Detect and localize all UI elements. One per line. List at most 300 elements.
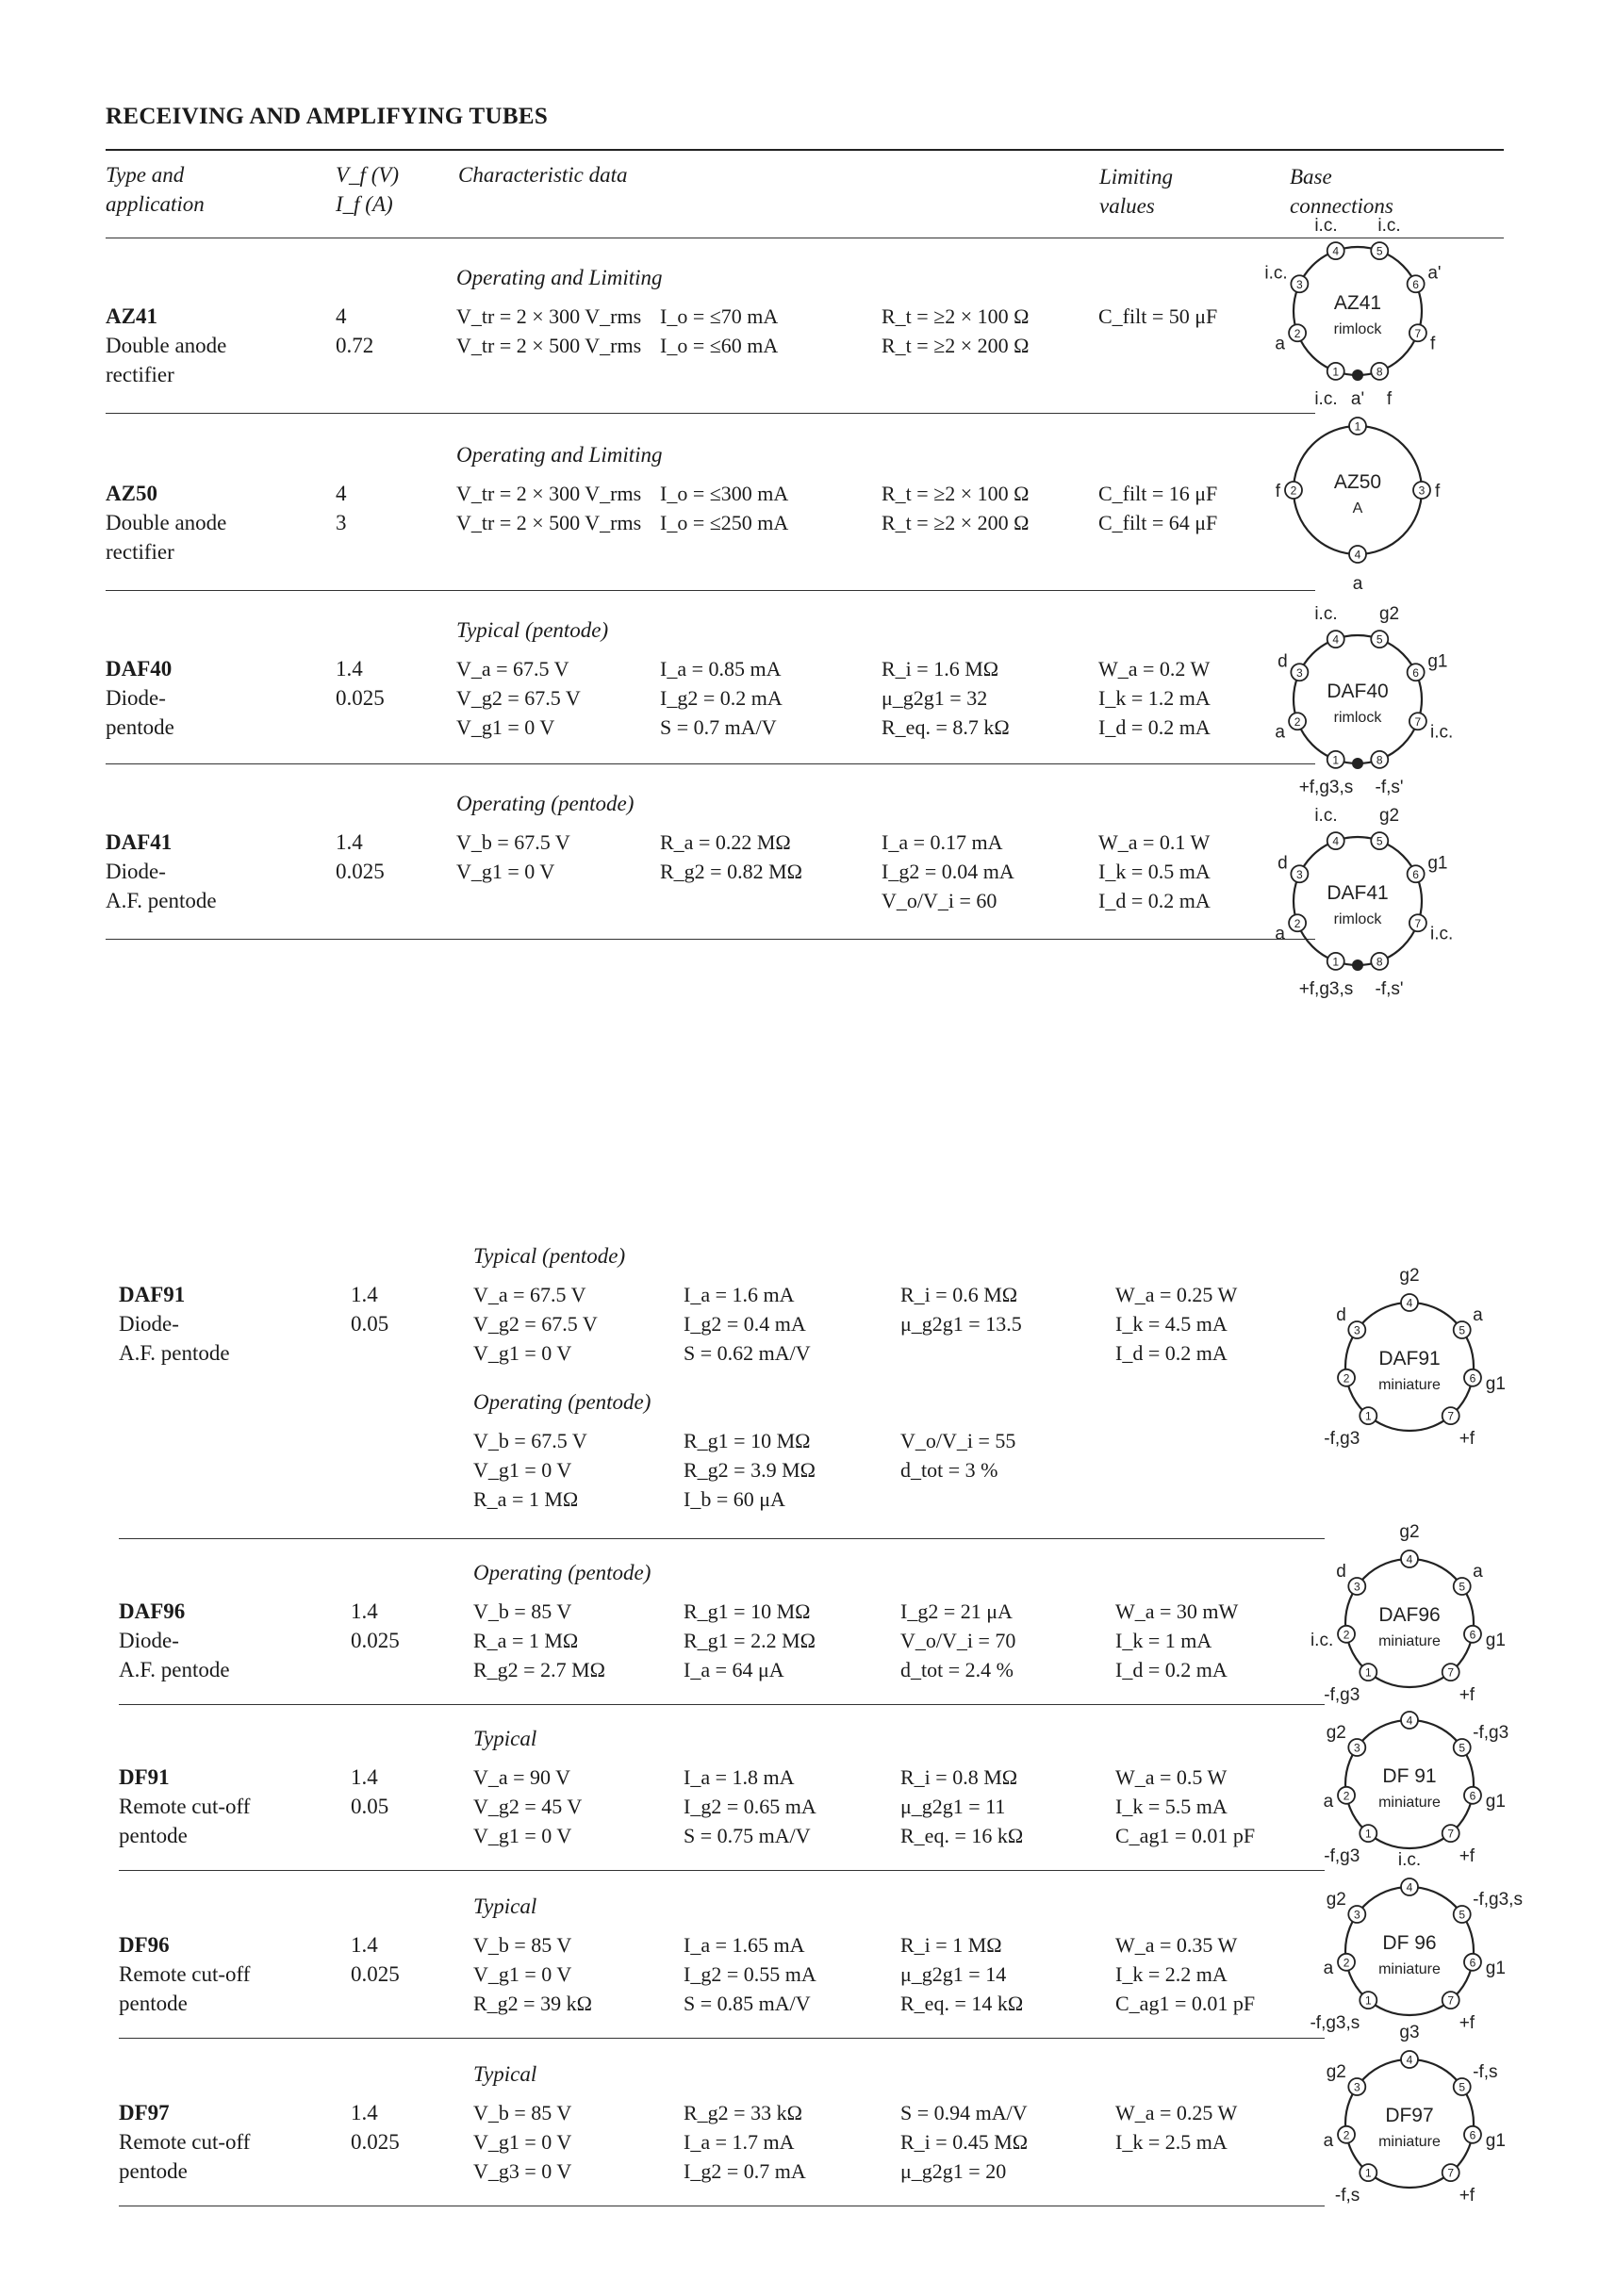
data-value: I_d = 0.2 mA [1115,1658,1228,1681]
data-value: V_g1 = 0 V [473,1458,572,1482]
data-value: R_g2 = 0.82 MΩ [660,860,802,883]
data-value: S = 0.7 mA/V [660,715,777,739]
data-value: R_i = 1 MΩ [900,1933,1002,1957]
data-value: I_g2 = 0.04 mA [882,860,1014,883]
data-column [660,828,802,886]
data-value: C_ag1 = 0.01 pF [1115,1992,1256,2015]
pin-label: i.c. [1264,263,1288,284]
pin-number: 6 [1469,1789,1476,1803]
base-tube-name: DAF40 [1327,681,1389,702]
pin-label: a [1323,1959,1334,1979]
data-value: I_a = 1.65 mA [684,1933,805,1957]
pin-label: +f [1459,2186,1475,2206]
pin-label: g2 [1378,603,1400,624]
pin-number: 7 [1447,2166,1455,2180]
tube-application: Double anode [106,334,227,357]
pin-number: 7 [1447,1665,1455,1680]
pin-number: 4 [1406,1552,1413,1566]
section-label: Operating (pentode) [473,1390,651,1414]
pin-number: 6 [1469,1956,1476,1970]
pin-number: 3 [1353,1741,1360,1755]
tube-application: pentode [106,715,174,739]
pin-label: d [1278,651,1288,672]
pin-label: +f [1459,2013,1475,2034]
data-value: V_g3 = 0 V [473,2159,572,2183]
pin-label: g1 [1485,2131,1506,2152]
pin-number: 1 [1364,1827,1372,1841]
pin-7 [1409,914,1453,943]
data-column [1115,2098,1237,2157]
tube-application: pentode [119,2159,188,2183]
pin-label: +f [1459,1846,1475,1867]
pin-label: f [1430,334,1436,354]
data-value: R_g1 = 10 MΩ [684,1429,811,1452]
data-value: V_g1 = 0 V [473,1962,572,1986]
section-label: Operating and Limiting [456,266,663,289]
pin-number: 1 [1364,2166,1372,2180]
data-value: V_tr = 2 × 300 V_rms [456,482,642,505]
pin-number: 7 [1414,714,1422,729]
data-value: μ_g2g1 = 32 [882,686,988,710]
data-value: W_a = 30 mW [1115,1599,1239,1623]
data-value: I_k = 1.2 mA [1098,686,1211,710]
data-value: R_t = ≥2 × 100 Ω [882,482,1030,505]
pin-label: i.c. [1397,1850,1422,1870]
pin-label: i.c. [1314,215,1338,236]
pin-label: i.c. [1314,805,1338,826]
pin-7 [1409,713,1453,742]
data-value: V_g1 = 0 V [473,2130,572,2154]
section-label: Typical (pentode) [473,1244,626,1268]
data-column [882,828,1014,915]
pin-label: g2 [1326,1722,1346,1743]
data-value: S = 0.85 mA/V [684,1992,811,2015]
data-value: I_o = ≤300 mA [660,482,789,505]
pin-2 [1275,324,1306,353]
pin-number: 3 [1296,867,1303,881]
header-base-line2: connections [1290,194,1393,218]
data-value: V_tr = 2 × 500 V_rms [456,334,642,357]
data-value: I_k = 0.5 mA [1098,860,1211,883]
pin-5 [1454,1562,1483,1595]
pin-number: 4 [1354,548,1361,562]
data-value: μ_g2g1 = 20 [900,2159,1007,2183]
pin-label: f [1386,389,1393,410]
data-value: V_g1 = 0 V [473,1341,572,1365]
row-divider [106,939,1315,940]
data-value: I_k = 2.5 mA [1115,2130,1228,2154]
header-vf [336,160,399,219]
pin-label: d [1278,853,1288,874]
data-column [684,1426,816,1514]
pin-2 [1338,1369,1355,1386]
tube-application: Remote cut-off [119,1962,251,1986]
data-value: I_a = 64 μA [684,1658,784,1681]
tube-application: A.F. pentode [106,889,217,912]
pin-6 [1408,854,1448,883]
data-value: R_i = 0.8 MΩ [900,1765,1018,1789]
pin-4 [1399,1266,1419,1311]
data-column [684,1280,811,1368]
pin-6 [1464,1369,1506,1394]
data-value: V_o/V_i = 60 [882,889,997,912]
pin-5 [1454,1723,1508,1756]
data-column [1098,302,1217,331]
base-tube-name: DF97 [1385,2105,1434,2126]
pin-4 [1314,806,1343,849]
tube-application: A.F. pentode [119,1658,230,1681]
data-value: R_g1 = 10 MΩ [684,1599,811,1623]
pin-label: i.c. [1314,389,1338,410]
pin-number: 1 [1332,955,1340,969]
pin-label: a [1323,2131,1334,2152]
pin-label: -f,g3,s [1310,2013,1360,2034]
data-value: V_g2 = 45 V [473,1795,583,1818]
data-value: I_k = 1 mA [1115,1629,1212,1652]
data-column [684,1597,816,1684]
filament-current: 0.72 [336,334,374,357]
pin-number: 7 [1414,326,1422,340]
base-tube-name: DF 91 [1382,1765,1437,1787]
pin-label: a' [1350,389,1365,409]
data-column [900,1930,1023,2018]
data-value: S = 0.94 mA/V [900,2101,1028,2124]
pin-number: 1 [1332,365,1340,379]
data-value: R_a = 0.22 MΩ [660,830,791,854]
pin-label: +f [1459,1429,1475,1450]
pin-label: g1 [1485,1959,1506,1979]
pin-number: 3 [1353,1580,1360,1594]
data-column [473,1280,598,1368]
pin-number: 1 [1364,1409,1372,1423]
data-value: μ_g2g1 = 13.5 [900,1312,1022,1336]
tube-application: Double anode [106,511,227,534]
pin-6 [1464,1626,1506,1650]
pin-label: -f,s [1473,2061,1498,2082]
data-column [1115,1930,1255,2018]
filament-current: 0.025 [351,2130,400,2154]
pin-label: g1 [1427,651,1448,672]
tube-application: Remote cut-off [119,1795,251,1818]
data-column [900,1426,1015,1484]
base-style: rimlock [1333,710,1382,726]
data-value: I_g2 = 0.4 mA [684,1312,806,1336]
data-value: I_d = 0.2 mA [1098,715,1211,739]
base-style: rimlock [1333,911,1382,927]
pin-number: 4 [1406,1296,1413,1310]
pin-label: g2 [1378,805,1400,826]
filament-voltage: 1.4 [351,1283,378,1306]
pin-number: 7 [1447,1409,1455,1423]
tube-application: rectifier [106,540,174,564]
pin-6 [1464,1787,1506,1812]
pin-6 [1408,652,1448,681]
section-label: Operating and Limiting [456,443,663,467]
pin-3 [1336,1562,1365,1595]
data-column [1098,654,1211,742]
tube-type: AZ41 [106,304,157,328]
pin-3 [1336,1305,1365,1338]
data-value: I_o = ≤250 mA [660,511,789,534]
data-column [473,1597,605,1684]
row-divider [106,590,1315,591]
data-value: R_g1 = 2.2 MΩ [684,1629,816,1652]
pin-label: -f,s' [1375,979,1404,1000]
data-value: μ_g2g1 = 11 [900,1795,1006,1818]
data-value: R_eq. = 16 kΩ [900,1824,1024,1847]
filament-current: 3 [336,511,347,534]
tube-type: AZ50 [106,482,157,505]
data-column [1115,1280,1237,1368]
data-column [660,302,778,360]
row-divider [119,1538,1325,1539]
pin-label: -f,g3 [1473,1722,1509,1743]
pin-label: -f,g3 [1324,1846,1360,1867]
pin-label: i.c. [1377,215,1401,236]
filament-voltage: 4 [336,304,347,328]
pin-label: +f,g3,s [1298,979,1354,1000]
filament-current: 0.05 [351,1312,389,1336]
data-value: V_o/V_i = 55 [900,1429,1016,1452]
data-value: W_a = 0.25 W [1115,2101,1238,2124]
pin-label: +f,g3,s [1298,778,1354,798]
pin-6 [1464,2126,1506,2151]
pin-number: 3 [1353,1908,1360,1922]
pin-label: a [1275,334,1285,354]
pin-number: 4 [1406,1880,1413,1894]
pin-3 [1327,2062,1366,2095]
base-style: miniature [1378,1961,1441,1977]
tube-application: Remote cut-off [119,2130,251,2154]
base-style: miniature [1378,1377,1441,1393]
data-value: V_tr = 2 × 300 V_rms [456,304,642,328]
data-value: I_g2 = 0.55 mA [684,1962,816,1986]
pin-label: g2 [1326,1889,1346,1910]
pin-number: 8 [1376,753,1383,767]
pin-3 [1278,854,1308,883]
tube-application: pentode [119,1824,188,1847]
section-label: Typical [473,1727,537,1750]
pin-number: 2 [1294,916,1301,930]
section-label: Typical [473,2062,537,2086]
pin-number: 5 [1459,1908,1466,1922]
pin-5 [1371,216,1400,259]
data-column [473,1930,592,2018]
tube-application: A.F. pentode [119,1341,230,1365]
pin-6 [1464,1954,1506,1978]
pin-number: 1 [1332,753,1340,767]
data-column [456,302,641,360]
base-diagram [1296,2010,1523,2237]
pin-label: +f [1459,1685,1475,1706]
pin-number: 5 [1459,1741,1466,1755]
pin-label: a' [1427,263,1442,284]
data-value: R_t = ≥2 × 100 Ω [882,304,1030,328]
section-label: Typical [473,1894,537,1918]
data-value: W_a = 0.1 W [1098,830,1211,854]
section-label: Operating (pentode) [456,792,635,815]
tube-application: rectifier [106,363,174,386]
data-value: W_a = 0.25 W [1115,1283,1238,1306]
data-value: I_g2 = 0.7 mA [684,2159,806,2183]
pin-label: g2 [1399,1266,1420,1286]
data-column [900,1763,1023,1850]
data-column [456,828,570,886]
data-value: R_a = 1 MΩ [473,1487,579,1511]
pin-label: a [1323,1792,1334,1812]
data-value: I_g2 = 0.2 mA [660,686,783,710]
data-value: W_a = 0.5 W [1115,1765,1228,1789]
data-value: I_g2 = 21 μA [900,1599,1013,1623]
pin-7 [1442,1407,1475,1449]
pin-number: 7 [1414,916,1422,930]
pin-number: 2 [1343,2128,1350,2142]
data-value: V_b = 85 V [473,2101,572,2124]
filament-current: 0.025 [351,1629,400,1652]
pin-3 [1327,1723,1366,1756]
filament-current: 0.025 [336,686,385,710]
pin-number: 5 [1376,244,1383,258]
pin-label: g2 [1326,2061,1346,2082]
pin-number: 8 [1376,955,1383,969]
pin-number: 1 [1364,1665,1372,1680]
base-style: miniature [1378,1633,1441,1649]
header-base-line1: Base [1290,165,1332,189]
pin-number: 5 [1459,2080,1466,2094]
pin-number: 1 [1364,1993,1372,2008]
pin-label: a [1275,722,1285,743]
pin-label: f [1435,482,1441,501]
pin-number: 3 [1353,2080,1360,2094]
pin-number: 2 [1290,484,1297,498]
pin-5 [1454,2062,1498,2095]
data-column [882,479,1030,537]
data-value: I_o = ≤70 mA [660,304,779,328]
pin-3 [1327,1890,1366,1923]
pin-number: 4 [1332,632,1340,647]
pin-number: 6 [1412,665,1419,680]
pin-1 [1349,389,1366,435]
data-value: S = 0.75 mA/V [684,1824,811,1847]
data-value: R_g2 = 39 kΩ [473,1992,592,2015]
tube-type: DAF41 [106,830,173,854]
filament-voltage: 1.4 [336,830,363,854]
pin-number: 2 [1294,326,1301,340]
pin-4 [1401,1712,1418,1729]
section-label: Operating (pentode) [473,1561,651,1584]
data-value: I_d = 0.2 mA [1098,889,1211,912]
pin-number: 6 [1469,1628,1476,1642]
data-column [473,1426,587,1514]
pin-number: 8 [1376,365,1383,379]
data-value: d_tot = 2.4 % [900,1658,1014,1681]
data-value: W_a = 0.2 W [1098,657,1211,681]
data-column [684,1763,816,1850]
pin-number: 5 [1459,1323,1466,1337]
pin-4 [1398,1850,1421,1895]
header-vf-line1: V_f (V) [336,163,400,187]
data-value: V_b = 67.5 V [473,1429,587,1452]
data-column [473,2098,571,2186]
data-value: R_i = 1.6 MΩ [882,657,999,681]
filament-current: 0.05 [351,1795,389,1818]
tube-application: Diode- [119,1312,179,1336]
data-value: I_b = 60 μA [684,1487,785,1511]
pin-label: i.c. [1314,603,1338,624]
data-value: R_eq. = 14 kΩ [900,1992,1024,2015]
pin-7 [1409,324,1436,353]
row-divider [119,1704,1325,1705]
data-value: V_a = 90 V [473,1765,571,1789]
pin-number: 6 [1469,2128,1476,2142]
data-value: C_filt = 64 μF [1098,511,1218,534]
pin-label: d [1336,1304,1346,1325]
base-tube-name: DF 96 [1382,1932,1437,1954]
data-column [1115,1597,1238,1684]
tube-type: DF91 [119,1765,170,1789]
data-column [900,2098,1028,2186]
data-column [684,2098,806,2186]
tube-type: DAF40 [106,657,173,681]
pin-5 [1454,1890,1523,1923]
pin-number: 4 [1332,834,1340,848]
filament-voltage: 4 [336,482,347,505]
pin-label: i.c. [1430,722,1454,743]
filament-current: 0.025 [351,1962,400,1986]
data-value: V_g2 = 67.5 V [473,1312,598,1336]
pin-1 [1299,953,1354,999]
data-value: I_k = 2.2 mA [1115,1962,1228,1986]
pin-label: g1 [1485,1792,1506,1812]
pin-label: i.c. [1310,1631,1334,1651]
pin-label: g1 [1427,853,1448,874]
pin-number: 6 [1412,867,1419,881]
data-value: R_g2 = 33 kΩ [684,2101,802,2124]
data-column [900,1280,1022,1338]
pin-label: i.c. [1430,924,1454,944]
data-value: R_g2 = 3.9 MΩ [684,1458,816,1482]
base-tube-name: AZ50 [1333,471,1382,493]
pin-number: 3 [1353,1323,1360,1337]
pin-4 [1314,216,1343,259]
data-value: I_o = ≤60 mA [660,334,779,357]
pin-2 [1275,713,1306,742]
pin-1 [1335,2164,1376,2206]
data-value: I_a = 1.6 mA [684,1283,795,1306]
data-value: I_a = 1.8 mA [684,1765,795,1789]
data-value: I_k = 4.5 mA [1115,1312,1228,1336]
pin-5 [1371,604,1399,648]
data-column [660,654,783,742]
pin-label: a [1275,924,1285,944]
base-tube-name: DAF41 [1327,882,1389,904]
tube-type: DAF96 [119,1599,186,1623]
base-diagram [1245,377,1471,603]
data-value: I_g2 = 0.65 mA [684,1795,816,1818]
pin-number: 6 [1412,277,1419,291]
pin-6 [1408,264,1442,293]
pin-label: a [1352,574,1363,594]
pin-label: -f,s' [1375,778,1404,798]
pin-number: 5 [1376,632,1383,647]
data-column [456,654,581,742]
header-limiting [1099,162,1173,221]
pin-4 [1399,2023,1419,2068]
locking-pip-icon [1352,959,1363,971]
locking-pip-icon [1352,758,1363,769]
page-title: RECEIVING AND AMPLIFYING TUBES [106,104,549,129]
pin-label: g1 [1485,1374,1506,1395]
